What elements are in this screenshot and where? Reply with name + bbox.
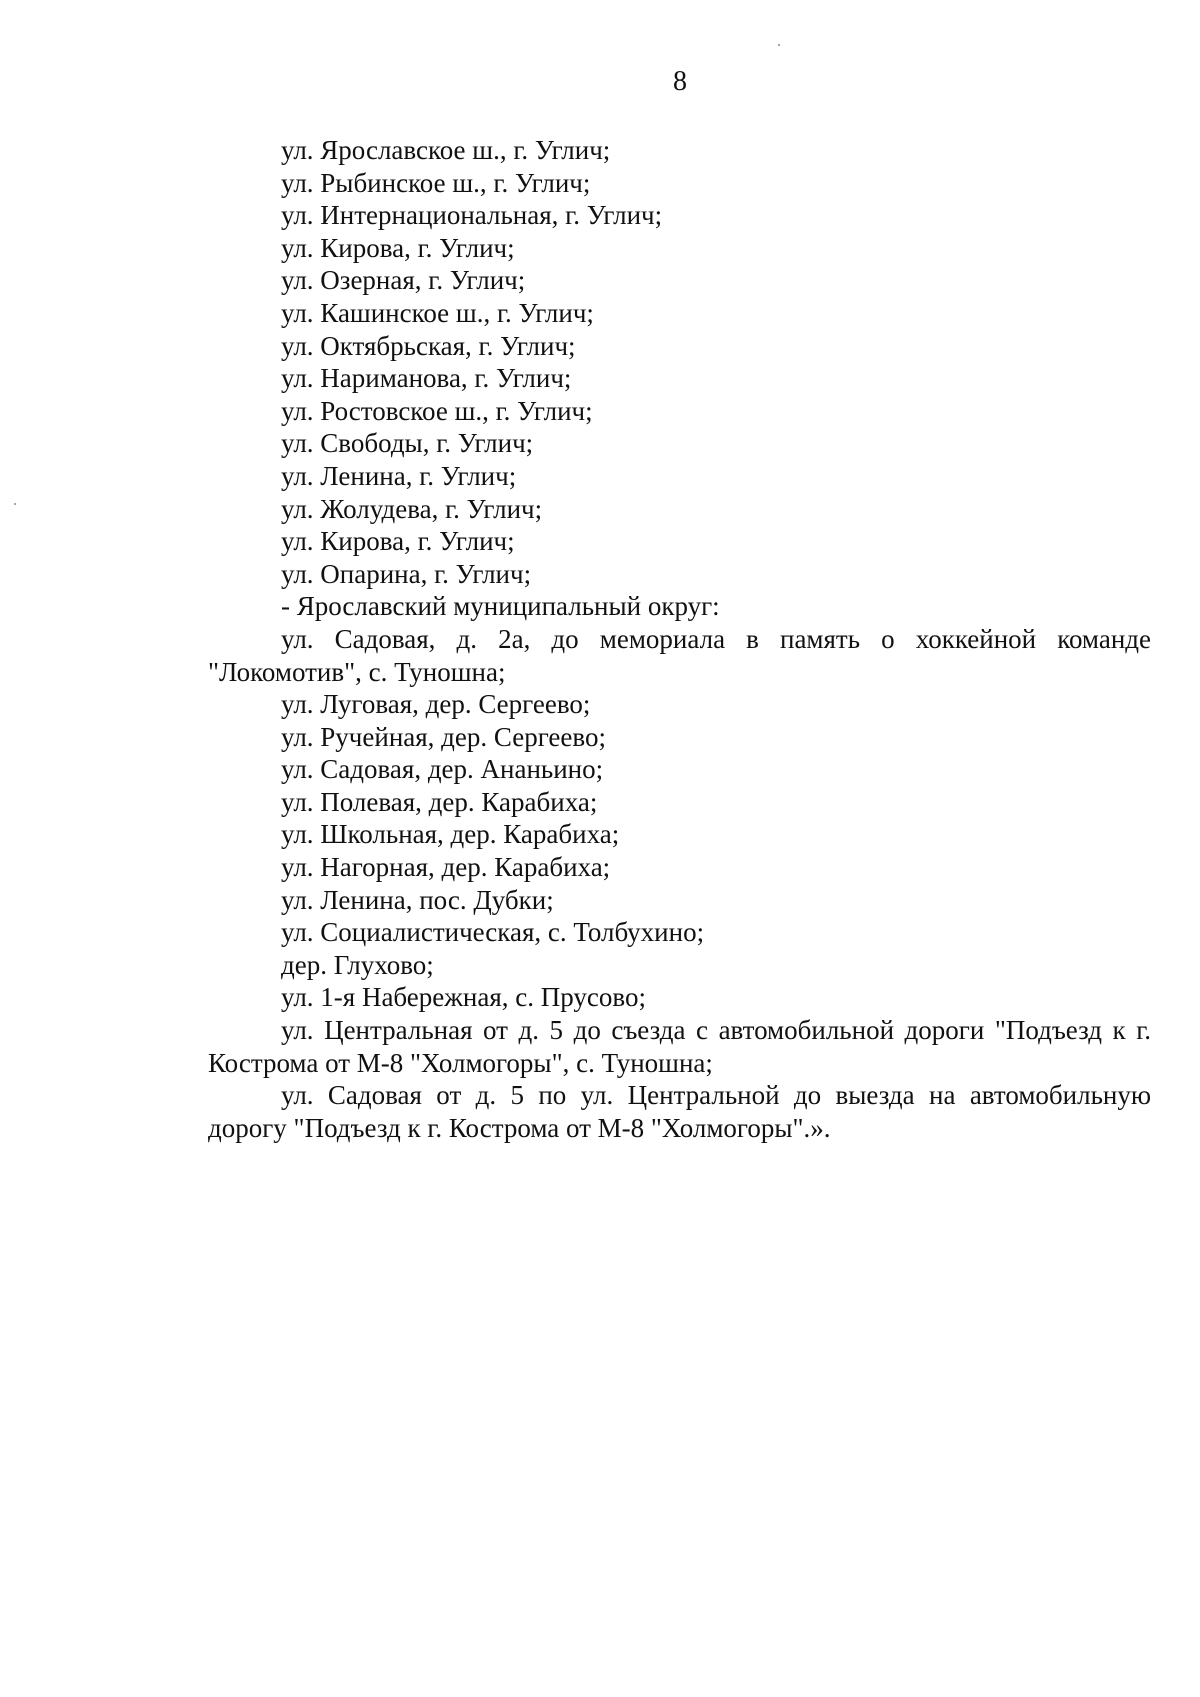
- list-item: ул. Луговая, дер. Сергеево;: [281, 689, 591, 720]
- scan-speck: [778, 44, 780, 46]
- list-item: ул. Садовая, дер. Ананьино;: [281, 754, 604, 785]
- list-item: ул. Нагорная, дер. Карабиха;: [281, 852, 611, 883]
- list-item: ул. Социалистическая, с. Толбухино;: [281, 917, 705, 948]
- list-item: ул. Центральная от д. 5 до съезда с автомобильной дороги "Подъезд к г. Кострома от М-8 "Холмогоры", с. Туношна;: [208, 1015, 1151, 1078]
- list-item: ул. Интернациональная, г. Углич;: [281, 200, 663, 231]
- list-item: ул. Ленина, пос. Дубки;: [281, 884, 554, 915]
- section-heading: - Ярославский муниципальный округ:: [281, 591, 720, 622]
- list-item: ул. Свободы, г. Углич;: [281, 428, 534, 459]
- list-item: дер. Глухово;: [281, 949, 434, 980]
- scan-speck: [14, 503, 16, 505]
- page-number: 8: [673, 66, 687, 97]
- list-item: ул. Озерная, г. Углич;: [281, 265, 526, 296]
- list-item: ул. Ростовское ш., г. Углич;: [281, 395, 593, 426]
- list-item: ул. Кирова, г. Углич;: [281, 526, 515, 557]
- list-item: ул. Нариманова, г. Углич;: [281, 363, 572, 394]
- list-item: ул. Школьная, дер. Карабиха;: [281, 819, 620, 850]
- list-item: ул. Кирова, г. Углич;: [281, 232, 515, 263]
- list-item: ул. Полевая, дер. Карабиха;: [281, 786, 598, 817]
- list-item: ул. 1-я Набережная, с. Прусово;: [281, 982, 646, 1013]
- list-item: ул. Ярославское ш., г. Углич;: [281, 135, 611, 165]
- list-item: ул. Жолудева, г. Углич;: [281, 493, 543, 524]
- street-list: [208, 134, 1151, 1144]
- list-item: ул. Ручейная, дер. Сергеево;: [281, 721, 606, 752]
- list-item: ул. Октябрьская, г. Углич;: [281, 330, 576, 361]
- list-item: ул. Опарина, г. Углич;: [281, 558, 532, 589]
- list-item: ул. Ленина, г. Углич;: [281, 460, 517, 491]
- list-item: ул. Рыбинское ш., г. Углич;: [281, 167, 591, 198]
- list-item: ул. Садовая от д. 5 по ул. Центральной до выезда на автомобильную дорогу "Подъезд к г. Кострома от М-8 "Холмогоры".».: [208, 1080, 1151, 1143]
- list-item: ул. Кашинское ш., г. Углич;: [281, 297, 594, 328]
- list-item: ул. Садовая, д. 2а, до мемориала в память о хоккейной команде "Локомотив", с. Туношна;: [208, 623, 1151, 687]
